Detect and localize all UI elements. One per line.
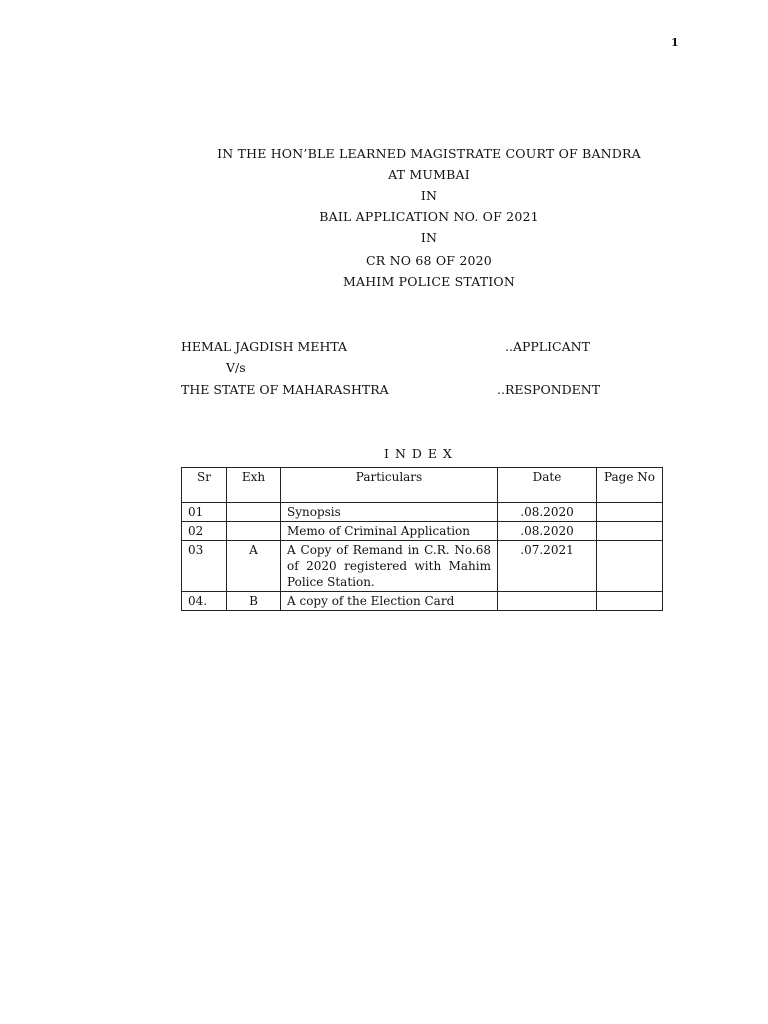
heading-cr-number: CR NO 68 OF 2020 <box>366 253 492 268</box>
cell-date: .08.2020 <box>498 503 597 522</box>
column-header-sr: Sr <box>182 468 227 503</box>
table-row <box>182 522 663 541</box>
cell-exh: A <box>227 541 281 592</box>
cell-date: .07.2021 <box>498 541 597 592</box>
cell-sr: 01 <box>182 503 227 522</box>
cell-particulars: A copy of the Election Card <box>281 592 498 611</box>
cell-sr: 03 <box>182 541 227 592</box>
cell-page <box>597 541 663 592</box>
column-header-page-no: Page No <box>597 468 663 503</box>
heading-in: IN <box>420 188 438 203</box>
cell-particulars: A Copy of Remand in C.R. No.68 of 2020 registered with Mahim Police Station. <box>281 541 498 592</box>
respondent-name: THE STATE OF MAHARASHTRA <box>181 382 389 397</box>
table-row <box>182 541 663 592</box>
column-header-particulars: Particulars <box>281 468 498 503</box>
cell-exh <box>227 503 281 522</box>
heading-in: IN <box>420 230 438 245</box>
applicant-role: ..APPLICANT <box>505 339 590 354</box>
applicant-name: HEMAL JAGDISH MEHTA <box>181 339 348 354</box>
heading-location: AT MUMBAI <box>388 167 470 182</box>
table-row <box>182 503 663 522</box>
index-header-row <box>182 468 663 503</box>
cell-page <box>597 592 663 611</box>
column-header-date: Date <box>498 468 597 503</box>
heading-bail-application: BAIL APPLICATION NO. OF 2021 <box>319 209 539 224</box>
column-header-exh: Exh <box>227 468 281 503</box>
respondent-role: ..RESPONDENT <box>497 382 601 397</box>
cell-page <box>597 503 663 522</box>
cell-particulars: Synopsis <box>281 503 498 522</box>
heading-court-name: IN THE HON’BLE LEARNED MAGISTRATE COURT OF BANDRA <box>217 146 641 161</box>
index-title: INDEX <box>384 446 458 461</box>
versus-label: V/s <box>226 360 246 375</box>
table-row <box>182 592 663 611</box>
cell-particulars: Memo of Criminal Application <box>281 522 498 541</box>
cell-page <box>597 522 663 541</box>
cell-date: .08.2020 <box>498 522 597 541</box>
cell-date <box>498 592 597 611</box>
cell-sr: 04. <box>182 592 227 611</box>
page-number: 1 <box>671 36 679 49</box>
cell-exh <box>227 522 281 541</box>
cell-exh: B <box>227 592 281 611</box>
index-table <box>181 467 663 611</box>
cell-sr: 02 <box>182 522 227 541</box>
heading-police-station: MAHIM POLICE STATION <box>342 274 516 289</box>
